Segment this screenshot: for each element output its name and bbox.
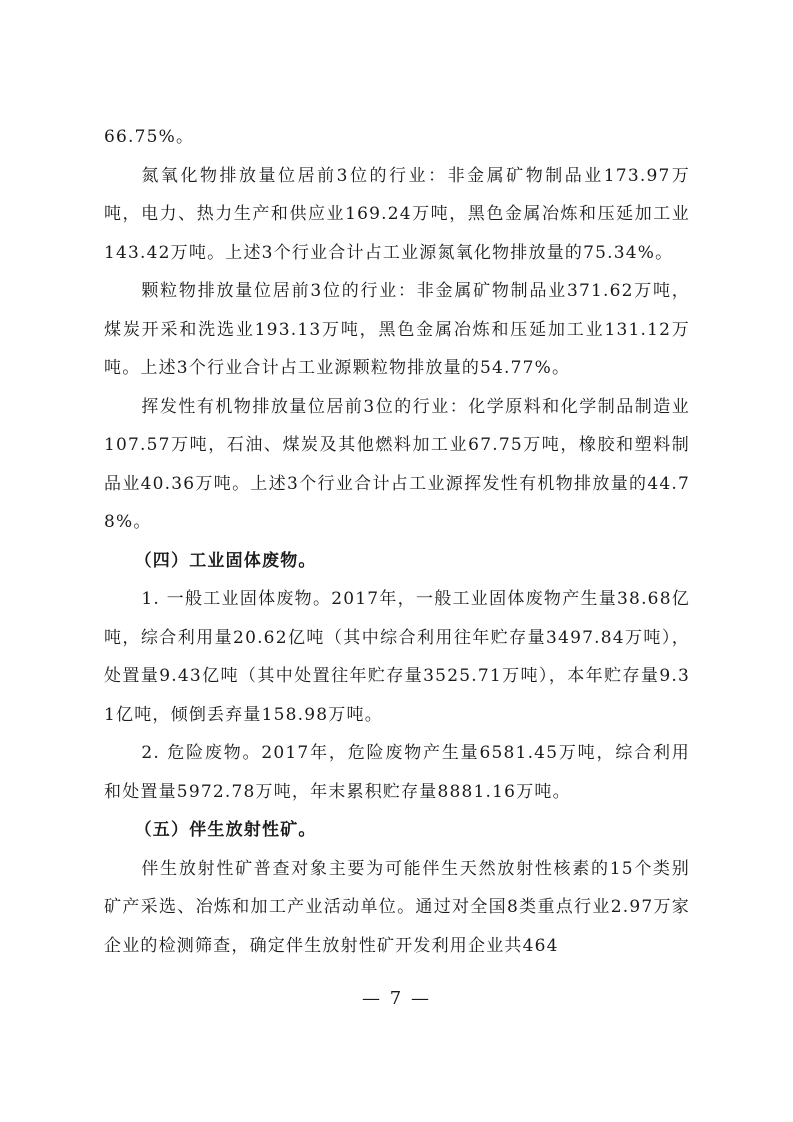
paragraph-general-solid-waste: 1. 一般工业固体废物。2017年，一般工业固体废物产生量38.68亿吨，综合利用量20.62亿吨（其中综合利用往年贮存量3497.84万吨），处置量9.43亿吨（其中处置往年贮存量3525.71万吨），本年贮存量9.31亿吨，倾倒丢弃量158.98万吨。 xyxy=(104,589,690,725)
document-body xyxy=(104,118,690,965)
paragraph-nox-emissions: 氮氧化物排放量位居前3位的行业：非金属矿物制品业173.97万吨，电力、热力生产和供应业169.24万吨，黑色金属冶炼和压延加工业143.42万吨。上述3个行业合计占工业源氮氧化物排放量的75.34%。 xyxy=(104,165,690,263)
page-number: — 7 — xyxy=(362,988,431,1009)
paragraph-hazardous-waste: 2. 危险废物。2017年，危险废物产生量6581.45万吨，综合利用和处置量5972.78万吨，年末累积贮存量8881.16万吨。 xyxy=(104,743,690,802)
section-heading-radioactive-ore: （五）伴生放射性矿。 xyxy=(134,820,317,840)
paragraph-voc-emissions: 挥发性有机物排放量位居前3位的行业：化学原料和化学制品制造业107.57万吨，石油、煤炭及其他燃料加工业67.75万吨，橡胶和塑料制品业40.36万吨。上述3个行业合计占工业源挥发性有机物排放量的44.78%。 xyxy=(104,396,690,532)
paragraph-radioactive-ore: 伴生放射性矿普查对象主要为可能伴生天然放射性核素的15个类别矿产采选、冶炼和加工产业活动单位。通过对全国8类重点行业2.97万家企业的检测筛查，确定伴生放射性矿开发利用企业共464 xyxy=(104,858,690,956)
paragraph-particulate-emissions: 颗粒物排放量位居前3位的行业：非金属矿物制品业371.62万吨，煤炭开采和洗选业193.13万吨，黑色金属冶炼和压延加工业131.12万吨。上述3个行业合计占工业源颗粒物排放量的54.77%。 xyxy=(104,281,690,378)
paragraph-continuation: 66.75%。 xyxy=(104,127,195,147)
section-heading-industrial-solid-waste: （四）工业固体废物。 xyxy=(134,550,317,571)
